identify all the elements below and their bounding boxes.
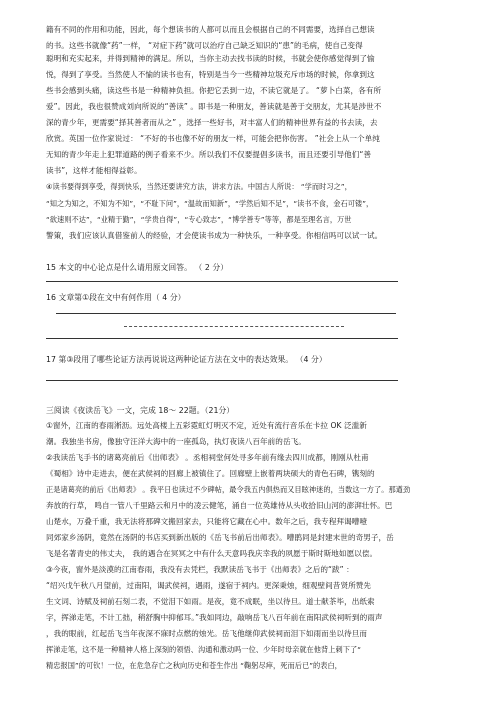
answer-line — [46, 281, 398, 282]
story-line: ，我的眼前，红起岳飞当年夜深不寐时点燃的烛光。岳飞他继仰武侯祠而泪下如雨而坐以待旦而 — [46, 629, 368, 638]
passage-line: 籍有不同的作用和功能，因此，每个想读书的人都可以而且会根据自己的不同需要，选择自己想读 — [46, 25, 375, 34]
passage-line: “欲速则不达”，“业精于勤”，“学贵自得”，“专心致志”，“博学善专”等等，都是至理名言，万世 — [46, 215, 352, 224]
story-line: 同郊家乡汤阴，竟然在汤阴的书店买到新出版的《岳飞书前后出师表》。嘈鹃同是封建末世的奇男子，岳 — [46, 533, 394, 542]
story-line: 挥涕走笔，这不是一种精神人格上深刻的领悟、沟通和激动吗一位、少年时母亲就在他背上刺下了“ — [46, 645, 361, 654]
answer-line — [124, 326, 344, 327]
section-3-heading: 三阅读《夜读岳飞》一文，完成 18～ 22题。（21分） — [46, 406, 235, 415]
story-line: 精忠报国”的可钦！一位，在危急存亡之秋向历史和苍生作出 “鞠躬尽瘁，死而后已”的表白， — [46, 661, 342, 670]
story-line: 潮。我独坐书房，像独守汪洋大海中的一座孤岛，执灯夜读八百年前的岳飞。 — [46, 437, 306, 446]
story-line: 飞是名著青史的伟丈夫， 我的遇合在冥冥之中有什么天意吗我庆幸我的夙愿于斯时斯地如愿以偿。 — [46, 549, 378, 558]
passage-line: 读书”，这样才能相得益彰。 — [46, 166, 142, 175]
passage-line: 悦，得到了享受。当然使人不愉的读书也有，特别是当今一些精神垃圾充斥市场的时候，你拿到这 — [46, 70, 375, 79]
passage-line: “知之为知之，不知为不知”，“不耻下问”，“温故而知新”，“学然后知不足”，“读书不食，金石可镂”， — [46, 199, 374, 208]
story-line: ②我读岳飞手书的诸葛亮前后《出师表》 。丞相祠堂何处寻多年前有缘去四川成都，刚刚从杜甫 — [46, 453, 369, 462]
story-line: ①窗外，江南的春雨淅沥。远处高楼上五彩霓虹灯明灭不定，近处有流行音乐在卡拉 OK 泛滥新 — [46, 421, 367, 430]
story-line: “绍兴戊午秋八月望前，过南阳，谒武侯祠，遇雨，遂宿于祠内。更深秉烛，细观壁间昔贤所赞先 — [46, 581, 372, 590]
story-line: 奔放的行草， 鸣自一管八千里路云和月中的凌云健笔，涌自一位英雄侍从头收拾旧山河的澎湃壮怀。巴 — [46, 501, 393, 510]
passage-line: 爱”。因此，我也很赞成刘向所说的“善读” 。即书是一种朋友，善读就是善于交朋友，尤其是涉世不 — [46, 102, 382, 111]
passage-line: 无知的青少年走上犯罪道路的例子看来不少。所以我们不仅要提倡多读书，而且还要引导他们“善 — [46, 150, 372, 159]
passage-line: 的书。这些书就像“药”一样， “对症下药”就可以治疗自己缺乏知识的“患”的毛病，使自己变得 — [46, 41, 363, 50]
answer-line — [46, 380, 398, 381]
story-line: 山楚水，万叠千重，我无法将那碑文搬回家去，只能将它藏在心中。数年之后，我专程拜谒嘈噎 — [46, 517, 368, 526]
story-line: ③今夜，窗外是淡漠的江南春雨，我没有去凭栏，我默读岳飞书于《出师表》之后的“跋” ： — [46, 565, 354, 574]
question-16: 16 文章第①段在文中有何作用（ 4 分） — [46, 293, 186, 302]
passage-line: 警策，我们应该认真借鉴前人的经验，才会使读书成为一种快乐，一种享受。你相信吗可以试一试。 — [46, 231, 383, 240]
passage-line: 深的青少年，更需要“择其善者而从之” ，选择一些好书，对丰富人们的精神世界有益的书去读，去 — [46, 118, 378, 127]
answer-line — [56, 313, 396, 314]
question-17: 17 第③段用了哪些论证方法再说说这两种论证方法在文中的表达效果。 （4 分） — [46, 355, 327, 364]
story-line: 正是诸葛亮的前后《出师表》 。我平日也读过不少碑帖，最令我五内俱热而又目眩神迷的，当数这一方了。那遒劲 — [46, 485, 411, 494]
passage-line: 欣赏。英国一位作家说过： “不好的书也像不好的朋友一样，可能会把你伤害。 ”社会上从一个单纯 — [46, 134, 380, 143]
passage-line: ④读书要得到享受，得到快乐，当然还要讲究方法，讲求方法。中国古人所说： “学而时习之”， — [46, 182, 352, 191]
story-line: 《蜀相》诗中走进去，便在武侯祠的回廊上被镇住了。回廊壁上嵌着两块硕大的青色石碑，镌刻的 — [46, 469, 375, 478]
answer-line — [46, 338, 398, 339]
question-15: 15 本文的中心论点是什么请用原文回答。 （ 2 分） — [46, 263, 229, 272]
passage-line: 些书会感到头痛，读这些书是一种精神负担。你把它丢到一边，不读它就是了。 “萝卜白菜，各有所 — [46, 86, 382, 95]
story-line: 生文词、诗赋及祠前石刻二表，不觉泪下如雨。是夜，竟不成眠，坐以待旦。道士献茶毕，出纸索 — [46, 597, 375, 606]
passage-line: 聪明和充实起来，并得到精神的满足。所以，当你主动去找书读的时候，书就会使你感觉得到了愉 — [46, 54, 375, 63]
story-line: 字，挥涕走笔，不计工拙，稍舒胸中抑郁耳。”我如同边，敲响岳飞八百年前在南阳武侯祠听到的雨声 — [46, 613, 383, 622]
